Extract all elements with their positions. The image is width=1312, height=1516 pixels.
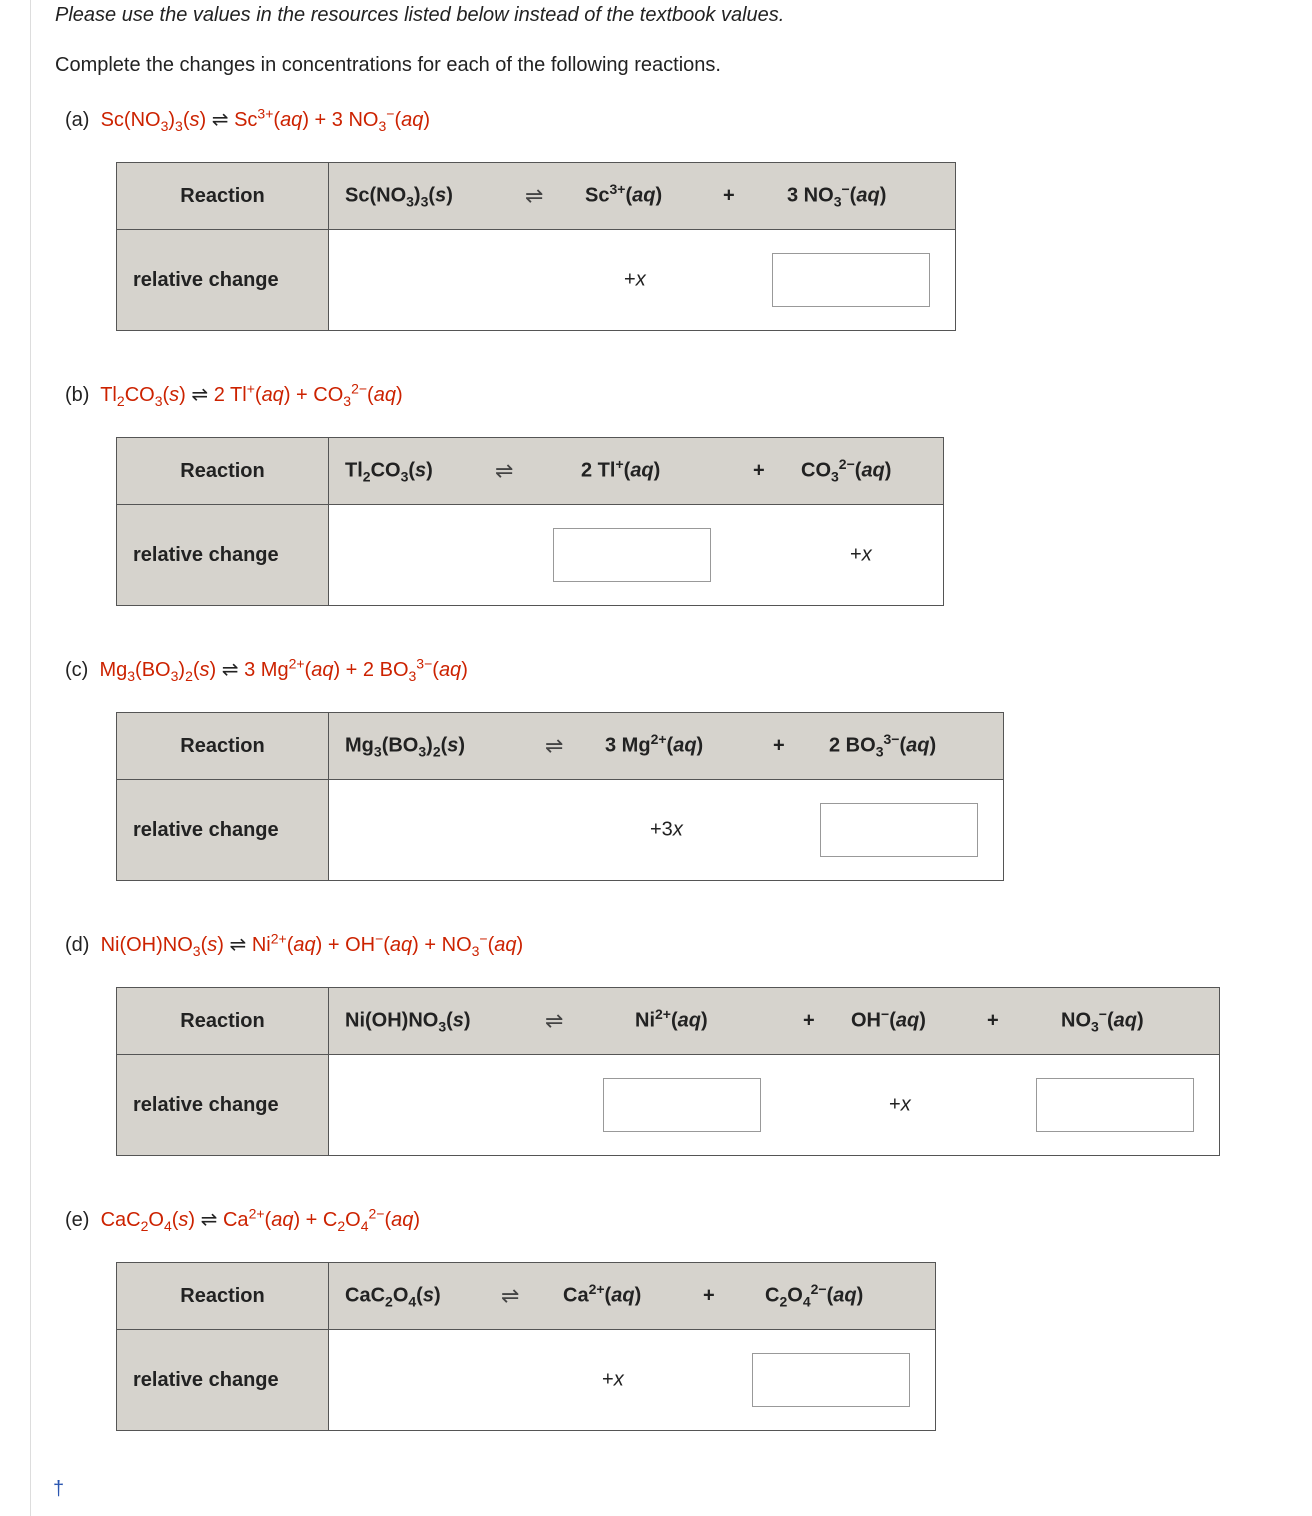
reaction-row-label: Reaction — [117, 713, 329, 780]
equation-a — [65, 107, 430, 132]
change-row-a — [329, 230, 956, 331]
reactant-b: $Tl_2CO_3(s)$ — [345, 459, 433, 485]
equation-c-reactant: $Mg_3(BO_3)_2(s)$ — [99, 659, 217, 684]
equation-c-products: 3 $Mg^{2+}(aq) + 2$ $BO_3^{3-}(aq)$ — [244, 655, 468, 684]
equilibrium-arrow: ⇌ — [545, 1008, 564, 1033]
equation-c — [65, 657, 468, 682]
reactant-a: $Sc(NO_3)_3(s)$ — [345, 184, 453, 210]
reaction-row-a — [329, 163, 956, 230]
left-margin-line — [30, 0, 31, 1516]
change-d-2: +x — [889, 1093, 911, 1116]
relative-change-row-label: relative change — [117, 780, 329, 881]
equilibrium-arrow: ⇌ — [191, 384, 209, 406]
product-a-1: $Sc^{3+}(aq)$ — [585, 180, 663, 207]
change-e-1: +x — [602, 1368, 624, 1391]
product-d-1: $Ni^{2+}(aq)$ — [635, 1005, 708, 1032]
product-b-1: 2 Tl+(aq) — [581, 455, 661, 482]
change-c-1: +3x — [650, 818, 683, 841]
footnote-dagger-link[interactable]: † — [53, 1478, 65, 1500]
equilibrium-arrow: ⇌ — [221, 659, 239, 681]
change-c-2-input[interactable] — [820, 803, 978, 857]
change-b-1-input[interactable] — [553, 528, 711, 582]
change-e-2-input[interactable] — [752, 1353, 910, 1407]
reaction-row-label: Reaction — [117, 1263, 329, 1330]
equation-d-reactant: $Ni(OH)NO_3(s)$ — [100, 934, 224, 959]
product-e-1: $Ca^{2+}(aq)$ — [563, 1280, 642, 1307]
part-label-d: (d) — [65, 934, 90, 956]
equilibrium-arrow: ⇌ — [495, 458, 514, 483]
relative-change-row-label: relative change — [117, 1055, 329, 1156]
equilibrium-arrow: ⇌ — [501, 1283, 520, 1308]
equation-d-products: $Ni^{2+}(aq) + OH^-(aq) + NO_3^-(aq)$ — [251, 930, 524, 959]
equation-b-reactant: $Tl_2CO_3(s)$ — [100, 384, 186, 409]
change-row-c — [329, 780, 1004, 881]
reaction-row-e — [329, 1263, 936, 1330]
plus-sign: + — [723, 184, 735, 207]
equilibrium-arrow: ⇌ — [525, 183, 544, 208]
equilibrium-arrow: ⇌ — [211, 109, 229, 131]
instruction-text: Complete the changes in concentrations for each of the following reactions. — [55, 54, 721, 76]
product-a-2: 3 $NO_3^-(aq)$ — [787, 180, 887, 210]
change-a-1: +x — [624, 268, 646, 291]
reaction-row-label: Reaction — [117, 988, 329, 1055]
reactant-d: $Ni(OH)NO_3(s)$ — [345, 1009, 471, 1035]
equilibrium-arrow: ⇌ — [545, 733, 564, 758]
ice-table-c — [116, 712, 1004, 881]
plus-sign: + — [753, 459, 765, 482]
relative-change-row-label: relative change — [117, 505, 329, 606]
product-b-2: $CO_3^{2-}(aq)$ — [801, 455, 892, 485]
product-c-1: 3 $Mg^{2+}(aq)$ — [605, 730, 704, 757]
product-c-2: 2 $BO_3^{3-}(aq)$ — [829, 730, 937, 760]
ice-table-a — [116, 162, 956, 331]
product-d-3: $NO_3^-(aq)$ — [1061, 1005, 1144, 1035]
plus-sign: + — [703, 1284, 715, 1307]
equation-e-products: $Ca^{2+}(aq) + C_2O_4^{2-}(aq)$ — [222, 1205, 421, 1234]
plus-sign: + — [987, 1009, 999, 1032]
part-label-e: (e) — [65, 1209, 90, 1231]
reactant-c: $Mg_3(BO_3)_2(s)$ — [345, 734, 466, 760]
reaction-row-d — [329, 988, 1220, 1055]
change-d-3-input[interactable] — [1036, 1078, 1194, 1132]
reaction-row-label: Reaction — [117, 163, 329, 230]
relative-change-row-label: relative change — [117, 1330, 329, 1431]
relative-change-row-label: relative change — [117, 230, 329, 331]
ice-table-e — [116, 1262, 936, 1431]
ice-table-d — [116, 987, 1220, 1156]
equation-e — [65, 1207, 420, 1232]
change-b-2: +x — [850, 543, 872, 566]
product-d-2: OH−(aq) — [851, 1005, 926, 1032]
equation-d — [65, 932, 523, 957]
equation-a-products: $Sc^{3+}(aq) + 3$ $NO_3^-(aq)$ — [234, 105, 431, 134]
intro-text: Please use the values in the resources listed below instead of the textbook values. — [55, 4, 785, 26]
reaction-row-c — [329, 713, 1004, 780]
ice-table-b — [116, 437, 944, 606]
product-e-2: $C_2O_4^{2-}(aq)$ — [765, 1280, 864, 1310]
equation-a-reactant: $Sc(NO_3)_3(s)$ — [100, 109, 207, 134]
change-row-e — [329, 1330, 936, 1431]
plus-sign: + — [773, 734, 785, 757]
reactant-e: $CaC_2O_4(s)$ — [345, 1284, 441, 1310]
change-row-d — [329, 1055, 1220, 1156]
change-row-b — [329, 505, 944, 606]
part-label-b: (b) — [65, 384, 90, 406]
equation-b-products: 2 $Tl^+(aq) + CO_3^{2-}(aq)$ — [213, 380, 403, 409]
equation-b — [65, 382, 403, 407]
equilibrium-arrow: ⇌ — [229, 934, 247, 956]
equation-e-reactant: $CaC_2O_4(s)$ — [100, 1209, 196, 1234]
reaction-row-b — [329, 438, 944, 505]
part-label-a: (a) — [65, 109, 90, 131]
equilibrium-arrow: ⇌ — [200, 1209, 218, 1231]
part-label-c: (c) — [65, 659, 89, 681]
change-a-2-input[interactable] — [772, 253, 930, 307]
plus-sign: + — [803, 1009, 815, 1032]
reaction-row-label: Reaction — [117, 438, 329, 505]
change-d-1-input[interactable] — [603, 1078, 761, 1132]
